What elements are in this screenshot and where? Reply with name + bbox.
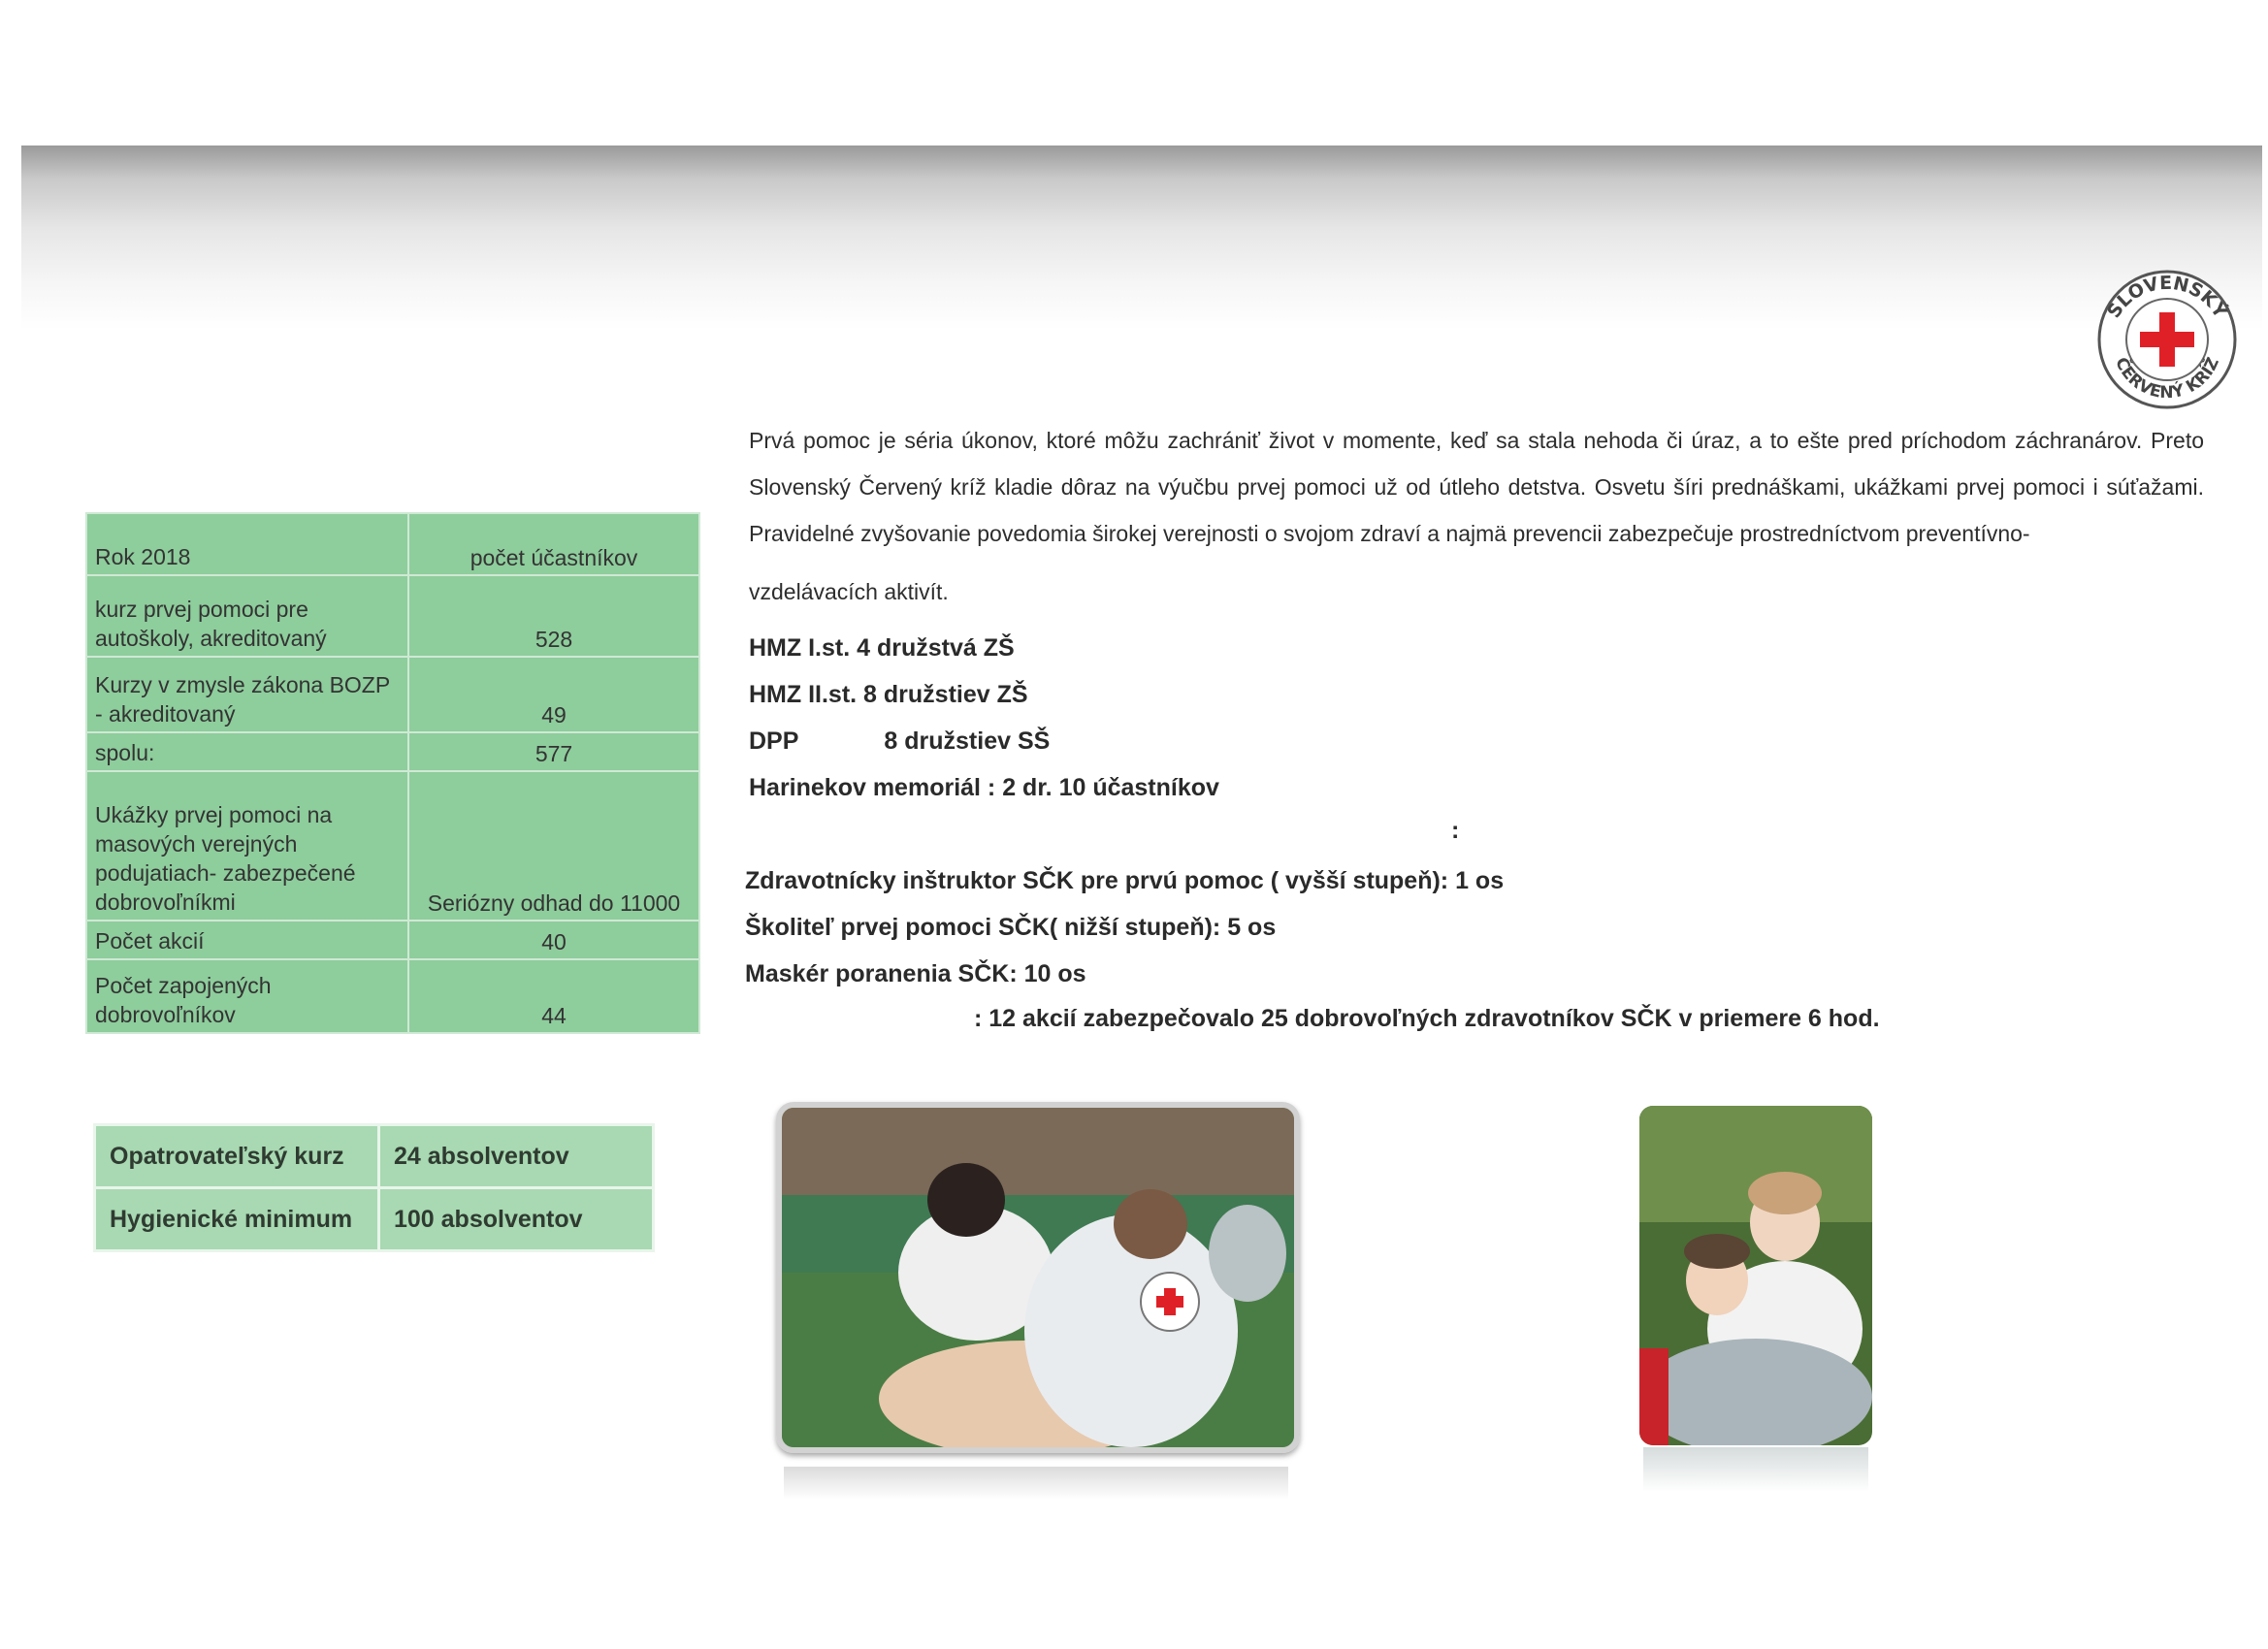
table-cell-label: Počet akcií [86, 921, 408, 959]
table-header-row [86, 513, 699, 575]
hmz-first-level: HMZ I.st. 4 družstvá ZŠ [749, 634, 1015, 662]
table-cell-value: Seriózny odhad do 11000 [408, 771, 699, 921]
table-cell-label: Počet zapojených dobrovoľníkov [86, 959, 408, 1033]
course-graduates: 100 absolventov [379, 1188, 654, 1251]
intro-paragraph [749, 417, 2204, 615]
participants-table [85, 512, 700, 1034]
masker-line: Maskér poranenia SČK: 10 os [745, 960, 1086, 987]
hmz-second-level: HMZ II.st. 8 družstiev ZŠ [749, 681, 1028, 708]
table-cell-value: 49 [408, 657, 699, 732]
course-row [95, 1188, 654, 1251]
course-row [95, 1125, 654, 1188]
trainer-line: Školiteľ prvej pomoci SČK( nižší stupeň): 5 os [745, 914, 1277, 941]
volunteers-photo [1639, 1106, 1872, 1445]
table-row [86, 732, 699, 771]
header-band [21, 146, 2262, 330]
table-cell-value: 528 [408, 575, 699, 657]
table-row [86, 959, 699, 1033]
intro-text-end: vzdelávacích aktivít. [749, 579, 949, 604]
table-header-label: Rok 2018 [86, 513, 408, 575]
table-row [86, 771, 699, 921]
cpr-training-photo [776, 1102, 1300, 1453]
table-row [86, 657, 699, 732]
table-header-value: počet účastníkov [408, 513, 699, 575]
table-cell-label: spolu: [86, 732, 408, 771]
table-cell-value: 44 [408, 959, 699, 1033]
logo-bottom-text: ČERVENÝ KRÍŽ [2111, 354, 2223, 404]
dpp-line [749, 728, 1050, 756]
photo-reflection [1643, 1447, 1868, 1492]
dpp-value: 8 družstiev SŠ [884, 728, 1051, 755]
dpp-label: DPP [749, 728, 799, 755]
course-name: Hygienické minimum [95, 1188, 379, 1251]
colon-mark: : [1451, 817, 1460, 844]
logo-top-text: SLOVENSKÝ [2103, 272, 2231, 322]
volunteers-line: : 12 akcií zabezpečovalo 25 dobrovoľných zdravotníkov SČK v priemere 6 hod. [974, 1005, 1880, 1032]
course-name: Opatrovateľský kurz [95, 1125, 379, 1188]
table-cell-value: 40 [408, 921, 699, 959]
red-cross-logo [2084, 268, 2251, 411]
table-row [86, 575, 699, 657]
table-cell-label: Ukážky prvej pomoci na masových verejných podujatiach- zabezpečené dobrovoľníkmi [86, 771, 408, 921]
courses-table [93, 1123, 655, 1252]
table-cell-value: 577 [408, 732, 699, 771]
table-cell-label: kurz prvej pomoci pre autoškoly, akreditovaný [86, 575, 408, 657]
table-cell-label: Kurzy v zmysle zákona BOZP - akreditovaný [86, 657, 408, 732]
harinek-memorial: Harinekov memoriál : 2 dr. 10 účastníkov [749, 774, 1219, 801]
table-row [86, 921, 699, 959]
course-graduates: 24 absolventov [379, 1125, 654, 1188]
instructor-line: Zdravotnícky inštruktor SČK pre prvú pomoc ( vyšší stupeň): 1 os [745, 867, 1505, 894]
intro-text: Prvá pomoc je séria úkonov, ktoré môžu zachrániť život v momente, keď sa stala nehoda či úraz, a to ešte pred príchodom záchranárov. Preto Slovenský Červený kríž kladie dôraz na výučbu prvej pomoci už od útleho detstva. Osvetu šíri prednáškami, ukážkami prvej pomoci i súťažami. Pravidelné zvyšovanie povedomia širokej verejnosti o svojom zdraví a najmä prevencii zabezpečuje prostredníctvom preventívno- [749, 428, 2204, 546]
photo-reflection [784, 1467, 1288, 1500]
